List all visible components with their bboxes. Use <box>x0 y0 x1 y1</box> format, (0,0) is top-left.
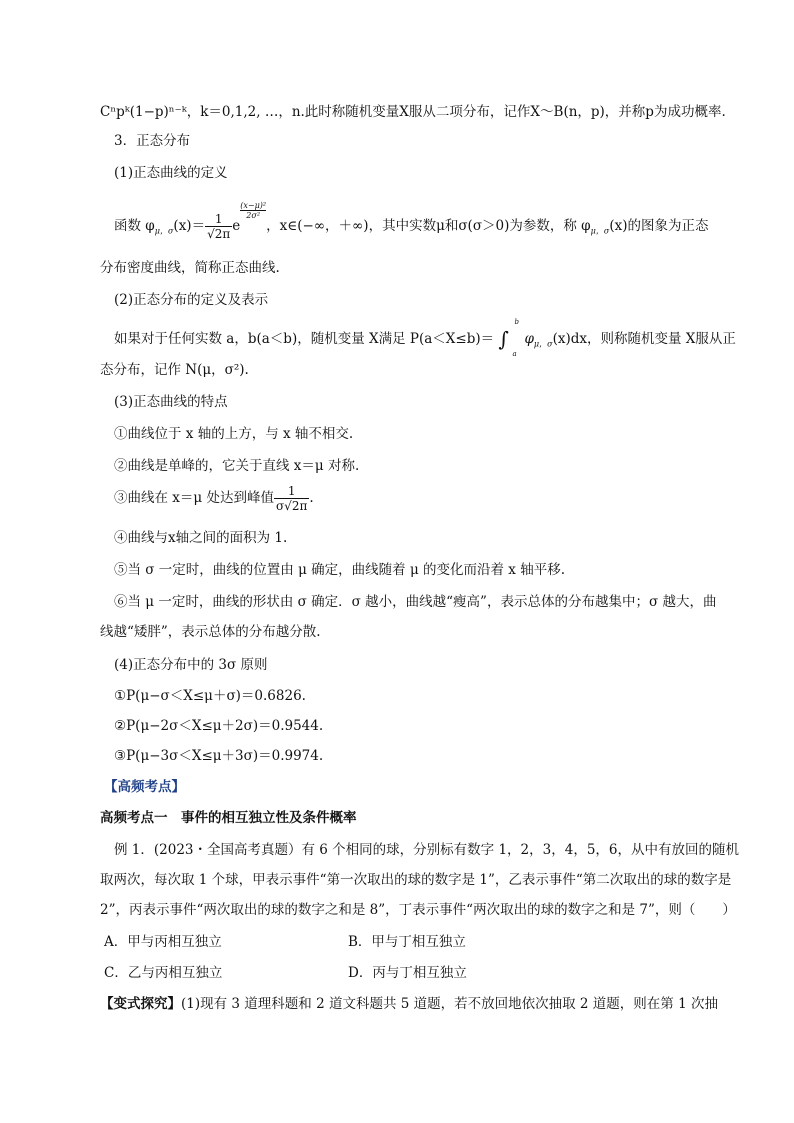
def-subscript: μ，σ <box>533 339 553 349</box>
func-exponent-numerator: (x−μ)² <box>240 201 267 210</box>
density-curve-line: 分布密度曲线，简称正态曲线. <box>100 260 280 276</box>
normal-notation-line: 态分布，记作 N(μ，σ²). <box>100 362 249 378</box>
integral-sign: ∫ <box>498 327 509 351</box>
feature-3-end: . <box>309 490 314 506</box>
peak-fraction <box>274 484 309 513</box>
feature-3 <box>114 484 314 513</box>
feature-4: ④曲线与x轴之间的面积为 1. <box>114 530 288 546</box>
example-1-line-2: 取两次，每次取 1 个球，甲表示事件“第一次取出的球的数字是 1”，乙表示事件“第二次取出的球的数字是 <box>100 872 732 888</box>
option-b[interactable]: B．甲与丁相互独立 <box>348 934 466 950</box>
func-subscript-2: μ，σ <box>590 226 610 236</box>
variant-exploration-line <box>100 994 718 1014</box>
variant-text: (1)现有 3 道理科题和 2 道文科题共 5 道题，若不放回地依次抽取 2 道题，则在第 1 次抽 <box>181 996 718 1012</box>
feature-6-line-2: 线越“矮胖”，表示总体的分布越分散. <box>100 624 321 640</box>
feature-3-text: ③曲线在 x＝μ 处达到峰值 <box>114 490 274 506</box>
func-fraction-numerator: 1 <box>205 212 232 227</box>
func-arg: (x)＝ <box>173 218 206 234</box>
subsection-three-sigma: (4)正态分布中的 3σ 原则 <box>114 657 268 673</box>
def-phi: φ <box>524 331 534 347</box>
func-e: e <box>232 218 241 234</box>
three-sigma-rule-2: ②P(μ−2σ＜X≤μ＋2σ)＝0.9544. <box>114 718 324 734</box>
density-function-line <box>114 201 709 242</box>
def-suffix: (x)dx，则称随机变量 X服从正 <box>552 331 736 347</box>
subsection-curve-features: (3)正态曲线的特点 <box>114 394 228 410</box>
subsection-normal-definition: (2)正态分布的定义及表示 <box>114 292 269 308</box>
func-tail: (x)的图象为正态 <box>609 218 709 234</box>
func-condition: ，x∈(−∞，＋∞)，其中实数μ和σ(σ＞0)为参数，称 φ <box>266 218 591 234</box>
feature-6-line-1: ⑥当 μ 一定时，曲线的形状由 σ 确定．σ 越小，曲线越“瘦高”，表示总体的分布越集中；σ 越大，曲 <box>114 594 717 610</box>
feature-2: ②曲线是单峰的，它关于直线 x＝μ 对称. <box>114 458 360 474</box>
integral-lower-limit: a <box>512 350 517 358</box>
variant-label: 【变式探究】 <box>100 996 181 1012</box>
high-frequency-heading: 【高频考点】 <box>104 779 185 795</box>
binomial-distribution-line: Cⁿpᵏ(1−p)ⁿ⁻ᵏ，k＝0,1,2, …，n.此时称随机变量X服从二项分布，记作X～B(n，p)，并称p为成功概率. <box>100 104 726 120</box>
func-exponent <box>240 201 266 220</box>
three-sigma-rule-1: ①P(μ−σ＜X≤μ＋σ)＝0.6826. <box>114 688 306 704</box>
option-c[interactable]: C．乙与丙相互独立 <box>104 965 223 981</box>
topic-1-heading: 高频考点一 事件的相互独立性及条件概率 <box>100 810 357 826</box>
normal-definition-line <box>114 318 736 358</box>
section-normal-distribution: 3．正态分布 <box>114 133 191 149</box>
feature-5: ⑤当 σ 一定时，曲线的位置由 μ 确定，曲线随着 μ 的变化而沿着 x 轴平移. <box>114 562 565 578</box>
func-fraction-denominator: √2π <box>207 227 231 241</box>
func-subscript: μ，σ <box>154 226 174 236</box>
example-1-line-1: 例 1．(2023・全国高考真题）有 6 个相同的球，分别标有数字 1，2，3，4，5，6，从中有放回的随机 <box>114 842 740 858</box>
func-exponent-denominator: 2σ² <box>246 211 261 220</box>
peak-numerator: 1 <box>274 484 309 499</box>
peak-denominator: σ√2π <box>275 499 308 513</box>
def-prefix: 如果对于任何实数 a，b(a＜b)，随机变量 X满足 P(a＜X≤b)＝ <box>114 331 495 347</box>
option-a[interactable]: A．甲与丙相互独立 <box>104 934 222 950</box>
three-sigma-rule-3: ③P(μ−3σ＜X≤μ＋3σ)＝0.9974. <box>114 748 324 764</box>
func-fraction <box>205 212 232 241</box>
func-prefix: 函数 φ <box>114 218 155 234</box>
example-1-line-3: 2”，丙表示事件“两次取出的球的数字之和是 8”，丁表示事件“两次取出的球的数字之和是 7”，则（ ） <box>100 902 736 918</box>
option-d[interactable]: D．丙与丁相互独立 <box>348 965 467 981</box>
subsection-normal-curve-definition: (1)正态曲线的定义 <box>114 165 228 181</box>
integral-symbol <box>498 318 524 358</box>
feature-1: ①曲线位于 x 轴的上方，与 x 轴不相交. <box>114 426 354 442</box>
integral-upper-limit: b <box>514 318 519 326</box>
